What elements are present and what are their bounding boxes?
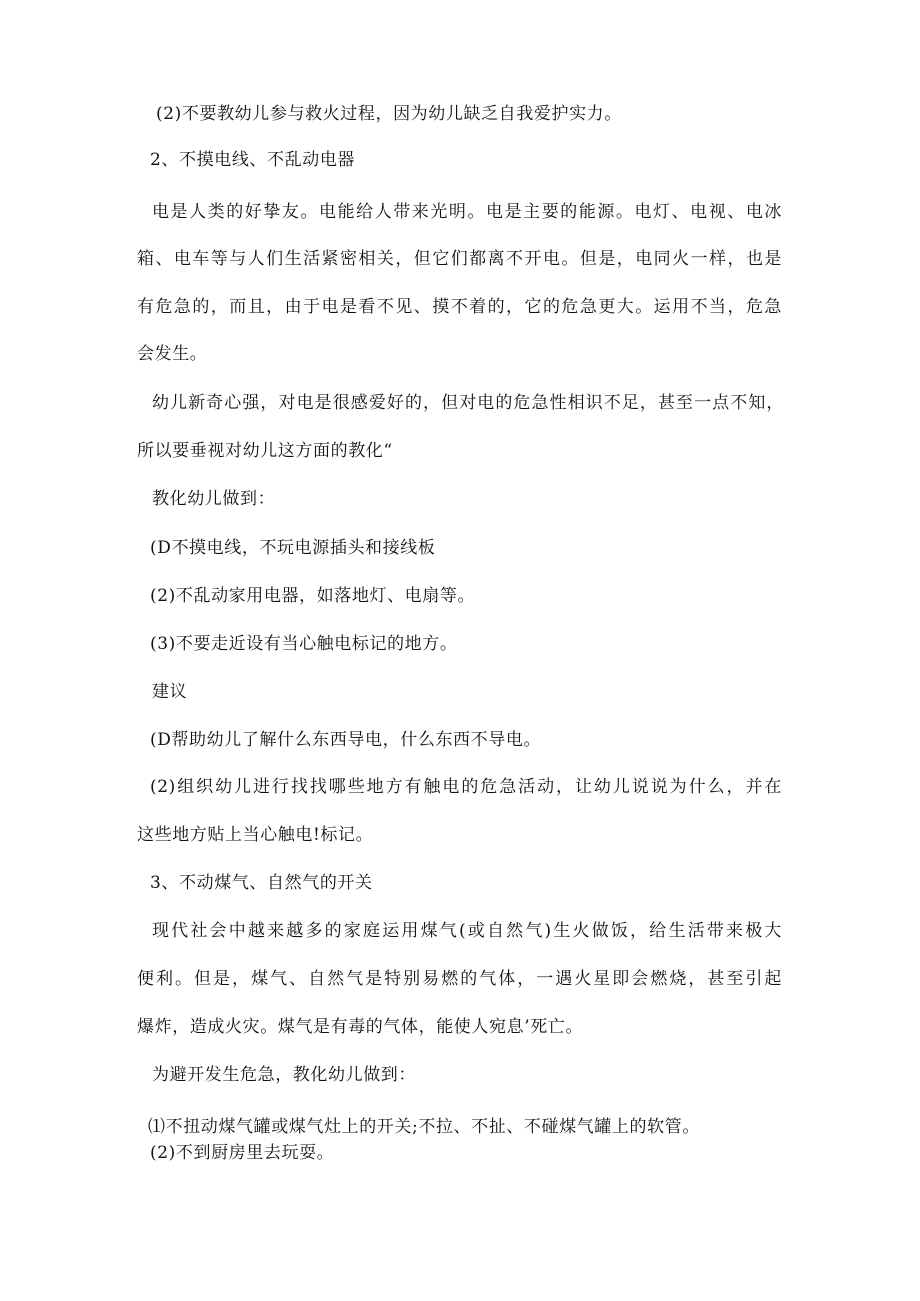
- section-heading-3: 3、不动煤气、自然气的开关: [150, 873, 373, 893]
- gas-list-item-1: ⑴不扭动煤气罐或煤气灶上的开关;不拉、不扯、不碰煤气罐上的软管。: [148, 1117, 700, 1137]
- list-item-3: (3)不要走近设有当心触电标记的地方。: [150, 634, 458, 654]
- text-line-6: 会发生。: [137, 344, 208, 364]
- text-line-4: 箱、电车等与人们生活紧密相关，但它们都离不开电。但是，电同火一样，也是: [137, 249, 782, 269]
- text-line-1: (2)不要教幼儿参与救火过程，因为幼儿缺乏自我爱护实力。: [156, 104, 622, 124]
- suggestion-item-2: (2)组织幼儿进行找找哪些地方有触电的危急活动，让幼儿说说为什么，并在: [150, 777, 782, 797]
- text-line-8: 所以要垂视对幼儿这方面的教化“: [137, 441, 393, 461]
- list-item-1: (D不摸电线，不玩电源插头和接线板: [150, 538, 436, 558]
- text-line-3: 电是人类的好挚友。电能给人带来光明。电是主要的能源。电灯、电视、电冰: [152, 202, 782, 222]
- text-line-19: 便利。但是，煤气、自然气是特别易燃的气体，一遇火星即会燃烧，甚至引起: [137, 969, 782, 989]
- list-item-2: (2)不乱动家用电器，如落地灯、电扇等。: [150, 586, 476, 606]
- text-line-7: 幼儿新奇心强，对电是很感爱好的，但对电的危急性相识不足，甚至一点不知，: [152, 393, 784, 413]
- text-line-20: 爆炸，造成火灾。煤气是有毒的气体，能使人宛息’死亡。: [137, 1017, 584, 1037]
- text-line-18: 现代社会中越来越多的家庭运用煤气(或自然气)生火做饭，给生活带来极大: [152, 921, 782, 941]
- text-line-9: 教化幼儿做到：: [152, 489, 276, 509]
- suggestion-heading: 建议: [152, 682, 188, 702]
- suggestion-item-2-cont: 这些地方贴上当心触电!标记。: [137, 825, 374, 845]
- text-line-5: 有危急的，而且，由于电是看不见、摸不着的，它的危急更大。运用不当，危急: [137, 297, 782, 317]
- suggestion-item-1: (D帮助幼儿了解什么东西导电，什么东西不导电。: [150, 730, 542, 750]
- gas-list-item-2: (2)不到厨房里去玩耍。: [150, 1143, 335, 1163]
- section-heading-2: 2、不摸电线、不乱动电器: [150, 150, 356, 170]
- text-line-21: 为避开发生危急，教化幼儿做到：: [152, 1065, 416, 1085]
